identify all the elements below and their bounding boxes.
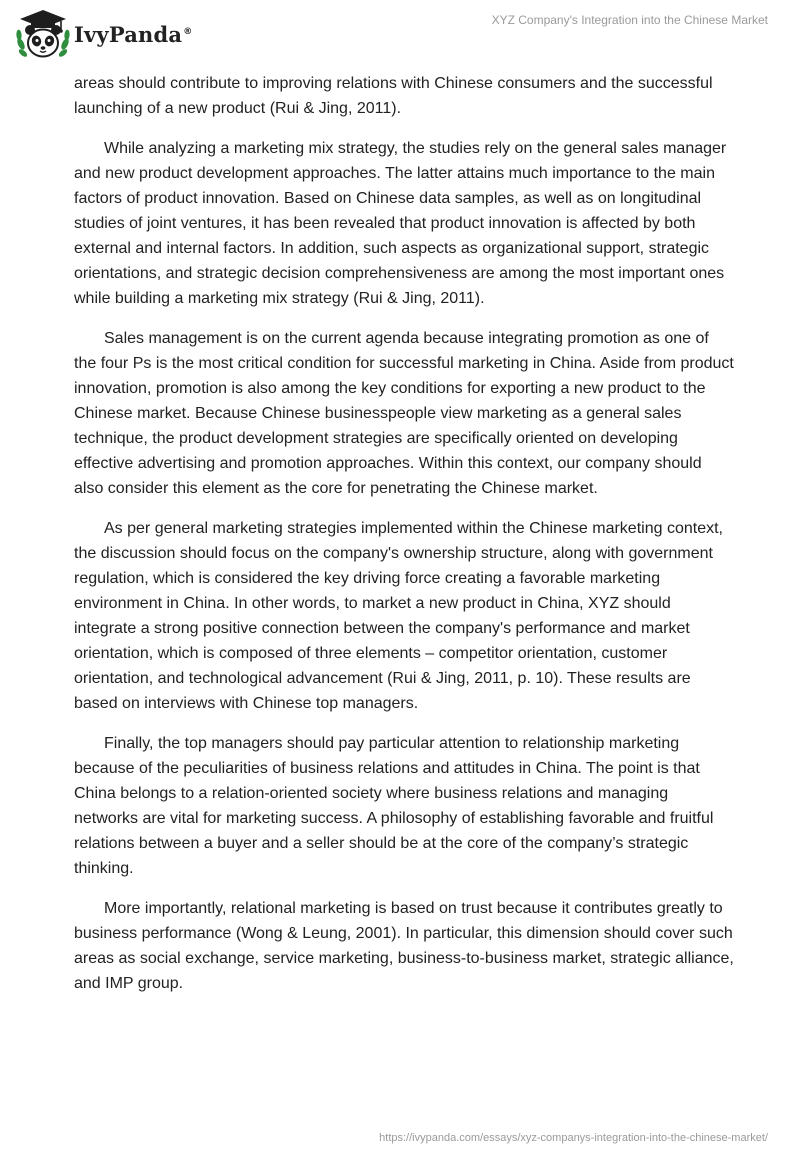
ivypanda-logo[interactable]: [14, 8, 192, 62]
paragraph: Finally, the top managers should pay particular attention to relationship marketing because of the peculiarities of business relations and attitudes in China. The point is that China belongs to a relation-oriented society where business relations and managing networks are vital for marketing success. A philosophy of establishing favorable and fruitful relations between a buyer and a seller should be at the core of the company’s strategic thinking.: [74, 735, 714, 877]
paragraph: More importantly, relational marketing is based on trust because it contributes greatly to business performance (Wong & Leung, 2001). In particular, this dimension should cover such areas as social exchange, service marketing, business-to-business market, strategic alliance, and IMP group.: [74, 900, 734, 992]
paragraph: Sales management is on the current agenda because integrating promotion as one of the four Ps is the most critical condition for successful marketing in China. Aside from product innovation, promotion is also among the key conditions for exporting a new product to the Chinese market. Because Chinese businesspeople view marketing as a general sales technique, the product development strategies are specifically oriented on developing effective advertising and promotion approaches. Within this context, our company should also consider this element as the core for penetrating the Chinese market.: [74, 330, 734, 497]
panda-graduate-icon: [14, 8, 72, 62]
essay-body: [74, 71, 734, 1011]
paragraph: As per general marketing strategies implemented within the Chinese marketing context, the discussion should focus on the company's ownership structure, along with government regulation, which is considered the key driving force creating a favorable marketing environment in China. In other words, to market a new product in China, XYZ should integrate a strong positive connection between the company's performance and market orientation, which is composed of three elements – competitor orientation, customer orientation, and technological advancement (Rui & Jing, 2011, p. 10). These results are based on interviews with Chinese top managers.: [74, 520, 723, 712]
paragraph: areas should contribute to improving relations with Chinese consumers and the successful launching of a new product (Rui & Jing, 2011).: [74, 75, 713, 117]
source-url-link[interactable]: https://ivypanda.com/essays/xyz-companys-integration-into-the-chinese-market/: [379, 1132, 768, 1144]
registered-mark: ®: [183, 26, 193, 37]
document-title: XYZ Company's Integration into the Chinese Market: [491, 13, 768, 27]
brand-name: IvyPanda®: [74, 21, 193, 47]
paragraph: While analyzing a marketing mix strategy, the studies rely on the general sales manager and new product development approaches. The latter attains much importance to the main factors of product innovation. Based on Chinese data samples, as well as on longitudinal studies of joint ventures, it has been revealed that product innovation is affected by both external and internal factors. In addition, such aspects as organizational support, strategic orientations, and strategic decision comprehensiveness are among the most important ones while building a marketing mix strategy (Rui & Jing, 2011).: [74, 140, 727, 307]
page-header: [0, 0, 800, 70]
